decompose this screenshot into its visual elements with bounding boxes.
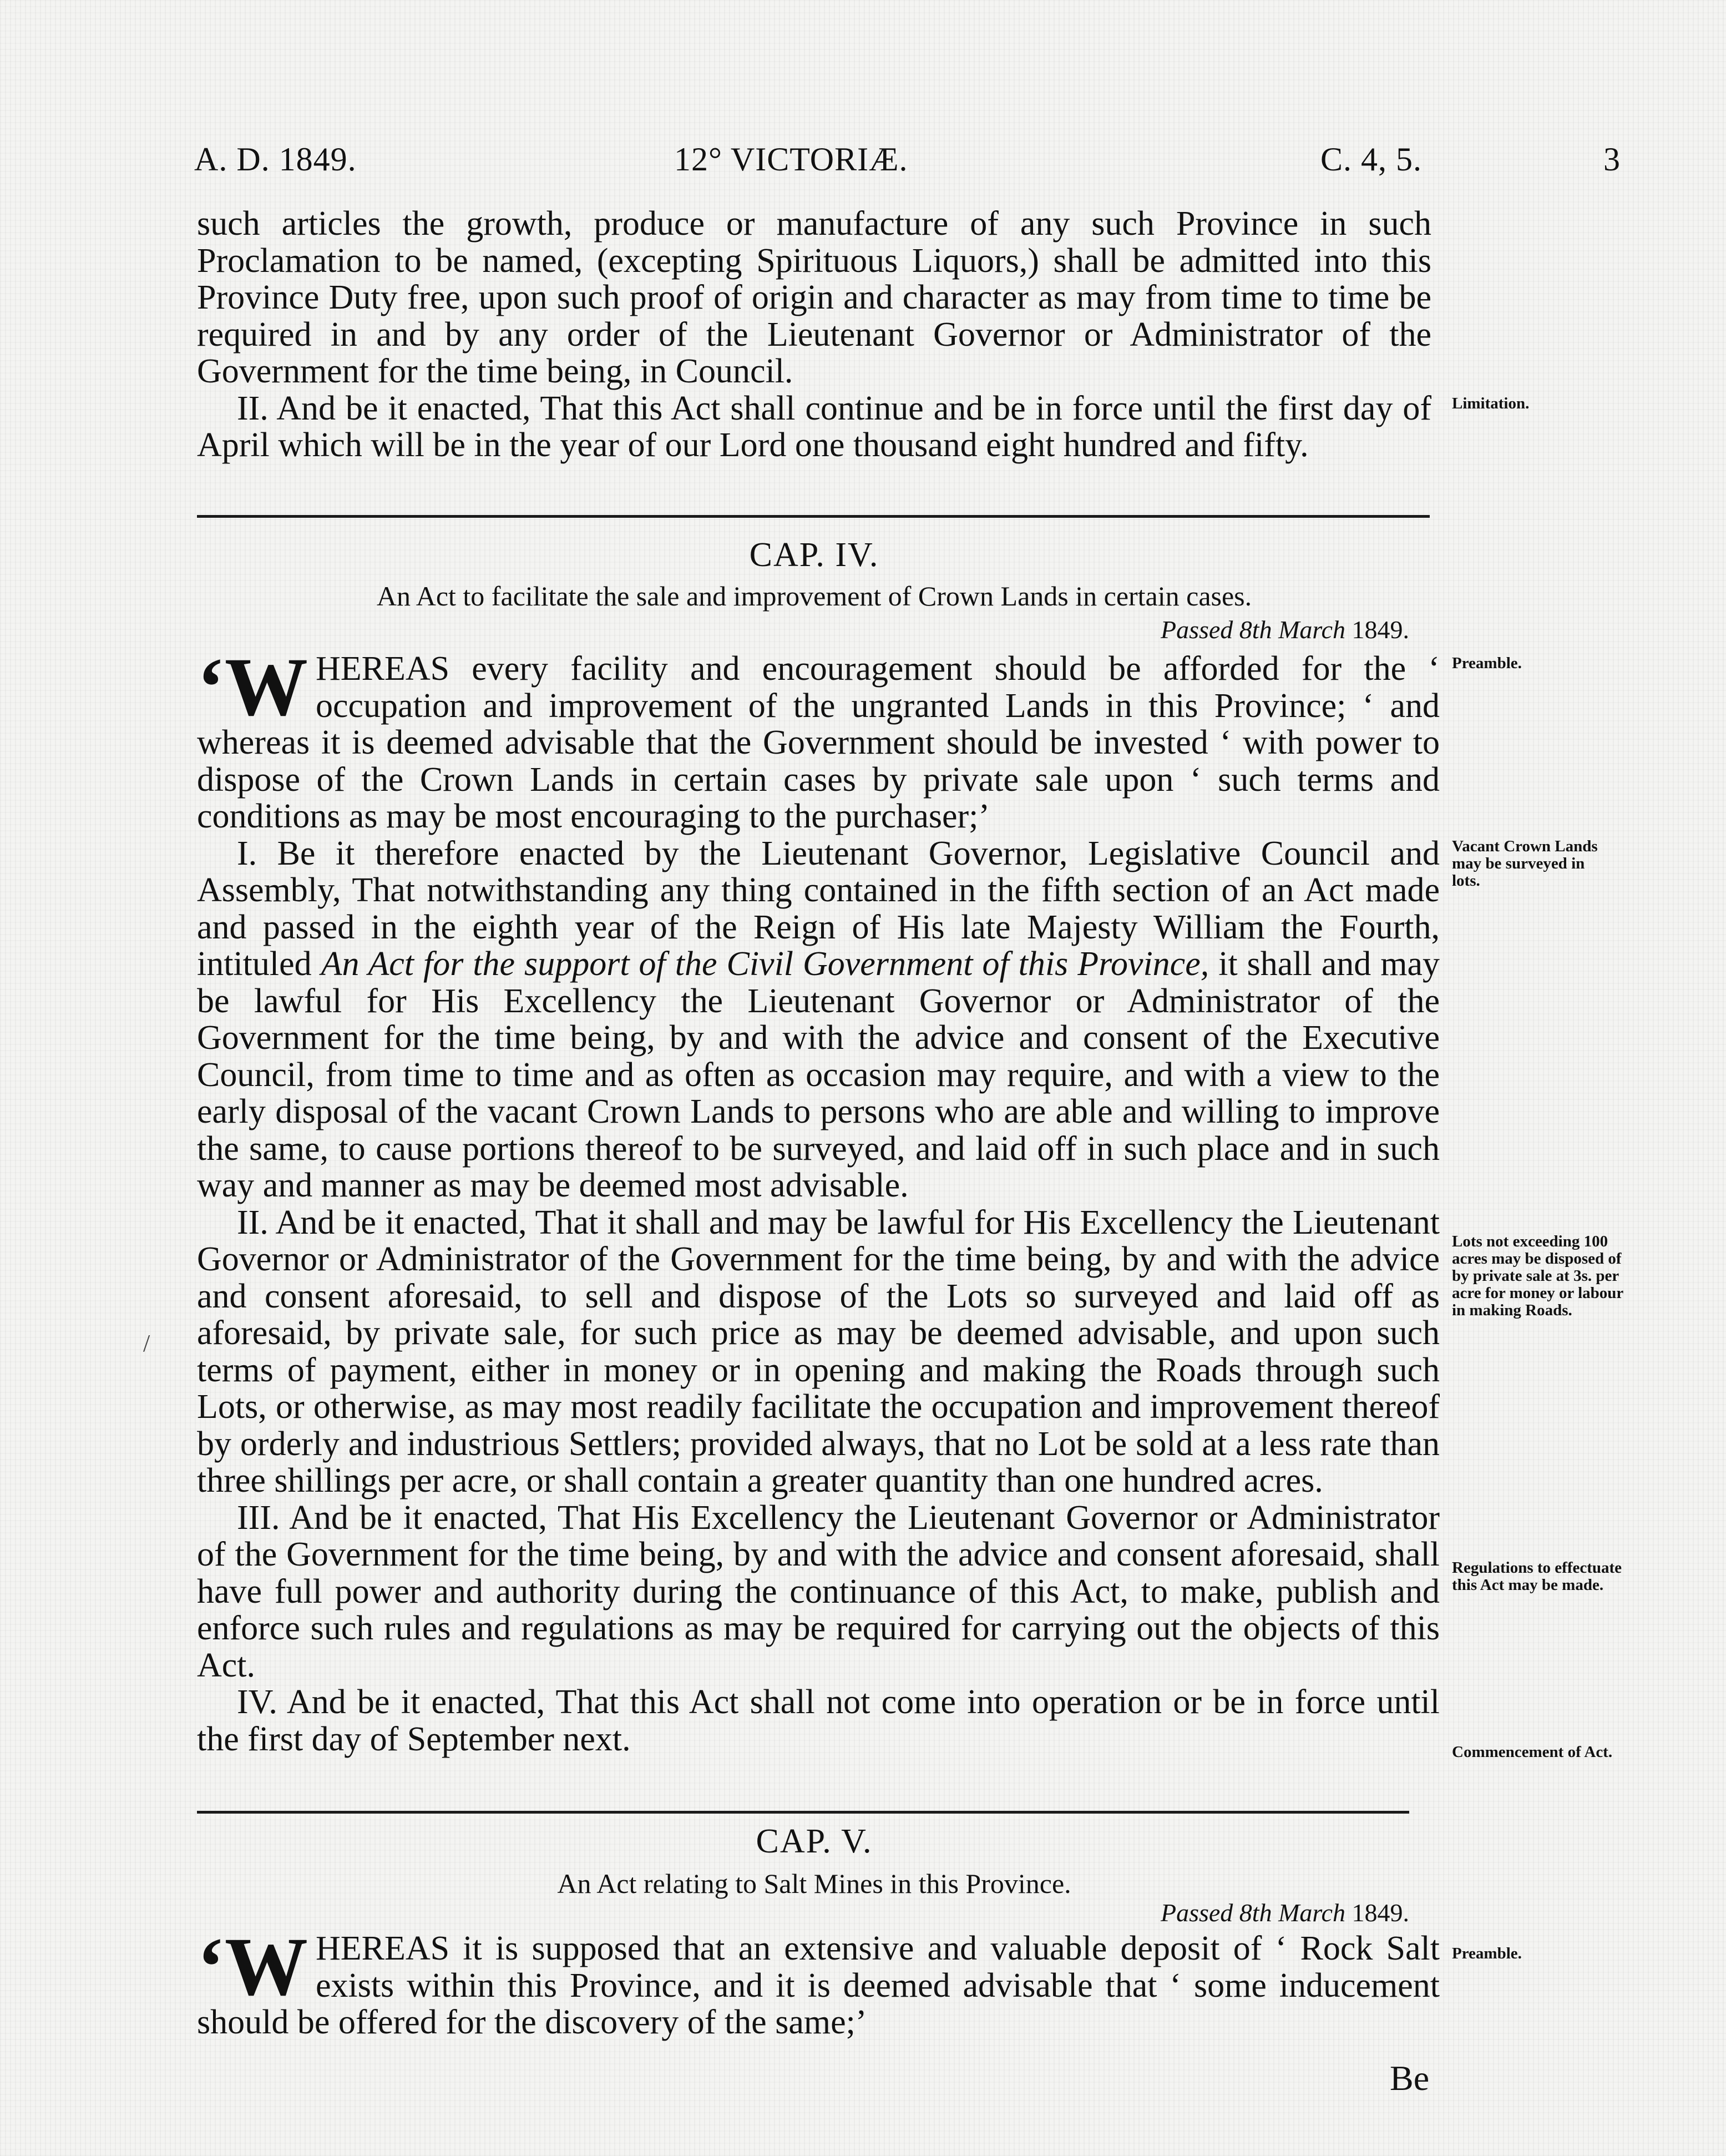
stray-pen-mark: /	[143, 1330, 150, 1357]
opening-quote: ‘	[197, 641, 225, 733]
dropcap-letter: W	[224, 641, 308, 733]
section-1-text-b: it shall and may be lawful for His Excellency the Lieutenant Governor or Administrator of the Government for the time being, by and with the advice and consent of the Executive Council, from time to time and as often as occasion may require, and with a view to the early disposal of the vacant Crown Lands to persons who are able and willing to improve the same, to cause portions thereof to be surveyed, and laid off in such place and in such way and manner as may be deemed most advisable.	[197, 945, 1440, 1204]
passed-year: 1849.	[1345, 1899, 1409, 1927]
cap-iv-passed-date	[197, 615, 1409, 644]
passed-label: Passed 8th March	[1160, 615, 1345, 644]
header-chapters: C. 4, 5.	[1320, 141, 1423, 178]
margin-note-vacant-lands: Vacant Crown Lands may be surveyed in lots.	[1452, 837, 1598, 890]
section-divider	[197, 1811, 1409, 1814]
dropcap-letter: W	[224, 1921, 308, 2013]
margin-note-regulations: Regulations to effectuate this Act may be made.	[1452, 1559, 1622, 1594]
section-2: II. And be it enacted, That it shall and may be lawful for His Excellency the Lieutenant Governor or Administrator of the Government for the time being, by and with the advice and consent aforesaid, to sell and dispose of the Lots so surveyed and laid off as aforesaid, by private sale, for such price as may be deemed advisable, and upon such terms of payment, either in money or in opening and making the Roads through such Lots, or otherwise, as may most readily facilitate the occupation and improvement thereof by orderly and industrious Settlers; provided always, that no Lot be sold at a less rate than three shillings per acre, or shall contain a greater quantity than one hundred acres.	[197, 1203, 1440, 1499]
section-3: III. And be it enacted, That His Excellency the Lieutenant Governor or Administrator of the Government for the time being, by and with the advice and consent aforesaid, shall have full power and authority during the continuance of this Act, to make, publish and enforce such rules and regulations as may be required for carrying out the objects of this Act.	[197, 1498, 1440, 1684]
passed-label: Passed 8th March	[1160, 1899, 1345, 1927]
preamble-dropcap	[197, 1921, 308, 2013]
limitation-section: II. And be it enacted, That this Act shall continue and be in force until the first day of April which will be in the year of our Lord one thousand eight hundred and fifty.	[197, 389, 1431, 464]
cap-v-passed-date	[197, 1898, 1409, 1927]
cap-v-body	[197, 1921, 1440, 2041]
cap-iv-body	[197, 641, 1440, 1758]
margin-note-preamble: Preamble.	[1452, 654, 1522, 672]
header-regnal-year: 12° VICTORIÆ.	[674, 141, 908, 178]
cap-v-title: An Act relating to Salt Mines in this Province.	[557, 1868, 1071, 1899]
cap-v-heading: CAP. V.	[756, 1822, 873, 1860]
margin-note-lots: Lots not exceeding 100 acres may be disposed of by private sale at 3s. per acre for money or labour in making Roads.	[1452, 1233, 1623, 1319]
preamble-text: HEREAS every facility and encouragement should be afforded for the ‘ occupation and improvement of the ungranted Lands in this Province; ‘ and whereas it is deemed advisable that the Government should be invested ‘ with power to dispose of the Crown Lands in certain cases by private sale upon ‘ such terms and conditions as may be most encouraging to the purchaser;’	[197, 650, 1440, 835]
cap-iv-title: An Act to facilitate the sale and improvement of Crown Lands in certain cases.	[376, 580, 1252, 612]
section-4: IV. And be it enacted, That this Act shall not come into operation or be in force until the first day of September next.	[197, 1683, 1440, 1758]
cap-v-preamble	[197, 1921, 1440, 2041]
section-divider	[197, 515, 1430, 518]
opening-quote: ‘	[197, 1921, 225, 2013]
cap-iv-heading: CAP. IV.	[749, 536, 879, 574]
margin-note-limitation: Limitation.	[1452, 395, 1530, 412]
section-1-act-title: An Act for the support of the Civil Government of this Province,	[321, 945, 1209, 983]
section-1	[197, 835, 1440, 1204]
preamble-text: HEREAS it is supposed that an extensive and valuable deposit of ‘ Rock Salt exists within this Province, and it is deemed advisable that ‘ some inducement should be offered for the discovery of the same;’	[197, 1930, 1440, 2041]
continuation-text	[197, 205, 1431, 464]
section-1-text-a: I. Be it therefore enacted by the Lieutenant Governor, Legislative Council and Assembly, That notwithstanding any thing contained in the fifth section of an Act made and passed in the eighth year of the Reign of His late Majesty William the Fourth, intituled	[197, 834, 1440, 983]
margin-note-commencement: Commencement of Act.	[1452, 1743, 1613, 1761]
margin-note-preamble: Preamble.	[1452, 1945, 1522, 1962]
cap-iv-preamble	[197, 641, 1440, 835]
passed-year: 1849.	[1345, 615, 1409, 644]
header-year: A. D. 1849.	[194, 141, 357, 178]
page-number: 3	[1603, 141, 1621, 178]
continuation-paragraph: such articles the growth, produce or manufacture of any such Province in such Proclamation to be named, (excepting Spirituous Liquors,) shall be admitted into this Province Duty free, upon such proof of origin and character as may from time to time be required in and by any order of the Lieutenant Governor or Administrator of the Government for the time being, in Council.	[197, 205, 1431, 390]
catchword: Be	[1390, 2058, 1430, 2098]
preamble-dropcap	[197, 641, 308, 733]
